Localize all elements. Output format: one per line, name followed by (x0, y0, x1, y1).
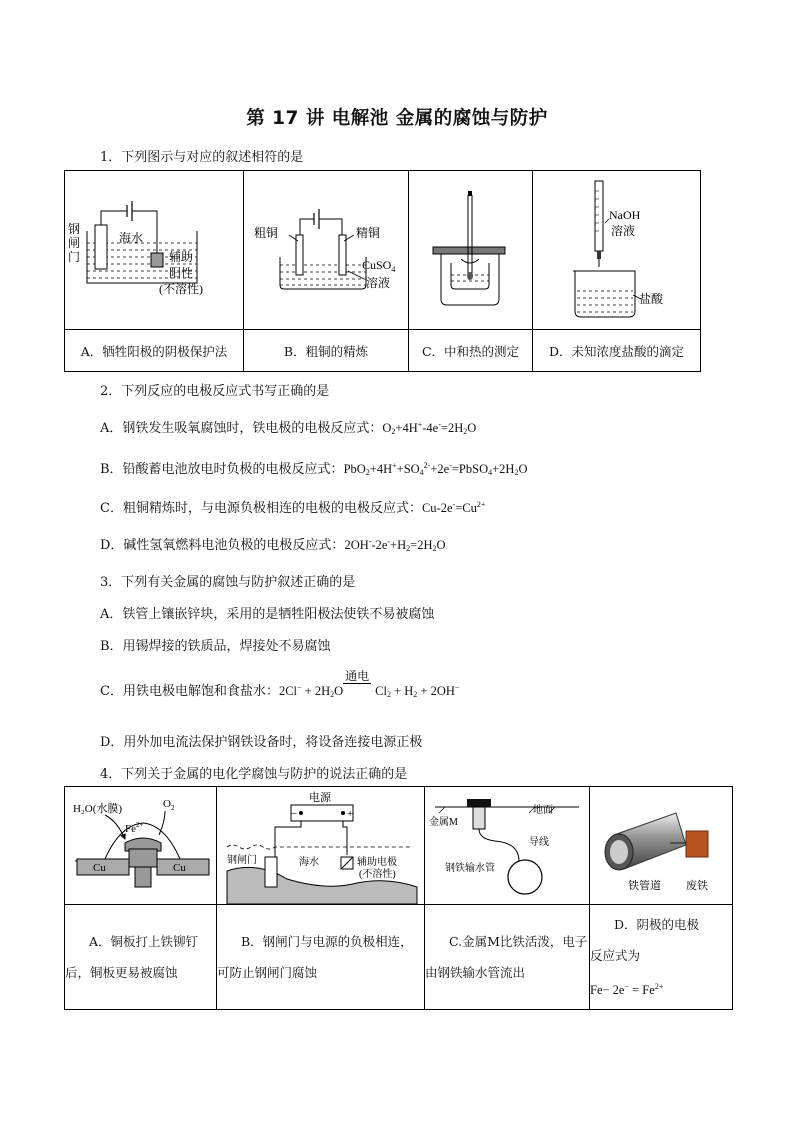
svg-text:海水: 海水 (299, 857, 319, 868)
q4-caption-c: C.金属M比铁活泼，电子由钢铁输水管流出 (425, 905, 590, 1010)
gate-label-2: 闸 (68, 236, 81, 250)
svg-text:O2: $O_2$ (163, 798, 175, 812)
q4-fig-c (425, 787, 590, 905)
q3-stem: 3．下列有关金属的腐蚀与防护叙述正确的是 (100, 575, 356, 590)
svg-text:NaOH: NaOH (609, 208, 641, 222)
svg-text:钢: 钢 (68, 222, 81, 236)
svg-text:Cu: Cu (173, 862, 186, 874)
q1-fig-b (244, 171, 409, 330)
q1-stem: 1．下列图示与对应的叙述相符的是 (100, 150, 304, 165)
q1-caption-a: A．牺牲阳极的阴极保护法 (65, 330, 244, 372)
q1-table (64, 170, 701, 372)
q4-caption-b: B．钢闸门与电源的负极相连，可防止钢闸门腐蚀 (217, 905, 425, 1010)
q4-fig-b (217, 787, 425, 905)
svg-text:粗铜: 粗铜 (254, 226, 279, 240)
q2-option-a: A．钢铁发生吸氧腐蚀时，铁电极的电极反应式：$O_2+4H^+-4e^-=2H_2O$ (100, 420, 477, 436)
svg-text:Cu: Cu (93, 862, 106, 874)
q1-caption-d: D．未知浓度盐酸的滴定 (533, 330, 701, 372)
svg-text:−: − (291, 808, 298, 820)
svg-text:Fe2+: $Fe^{2+}$ (125, 821, 144, 835)
svg-text:金属M: 金属M (429, 817, 458, 828)
page-title: 第 17 讲 电解池 金属的腐蚀与防护 (246, 108, 548, 129)
q4-caption-d: D．阴极的电极 反应式为 $Fe- 2e^- = Fe^{2+}$ (590, 905, 733, 1010)
q1-fig-c (409, 171, 533, 330)
q4-caption-a: A．铜板打上铁铆钉后，铜板更易被腐蚀 (65, 905, 217, 1010)
svg-text:废铁: 废铁 (686, 880, 708, 892)
svg-text:门: 门 (68, 250, 81, 264)
svg-text:精铜: 精铜 (356, 226, 381, 240)
q3-option-c: C．用铁电极电解饱和食盐水：$2Cl^- + 2H_2O$ 通电 $Cl_2 + H_2 + 2OH^-$ (100, 669, 460, 699)
q4-fig-d (590, 787, 733, 905)
q2-option-d: D．碱性氢氧燃料电池负极的电极反应式：$2OH^--2e^-+H_2=2H_2O$ (100, 537, 446, 553)
q1-fig-a (65, 171, 244, 330)
svg-text:H₂O(水膜): H₂O(水膜) (73, 803, 123, 815)
svg-text:溶液: 溶液 (366, 276, 391, 290)
q4-fig-a (65, 787, 217, 905)
svg-text:钢闸门: 钢闸门 (227, 855, 257, 866)
svg-text:(不溶性): (不溶性) (159, 282, 203, 296)
q3-option-a: A．铁管上镶嵌锌块，采用的是牺牲阳极法使铁不易被腐蚀 (100, 607, 435, 622)
svg-text:辅助: 辅助 (169, 250, 194, 264)
svg-text:海水: 海水 (119, 231, 144, 245)
svg-text:盐酸: 盐酸 (639, 292, 664, 306)
svg-text:钢铁输水管: 钢铁输水管 (445, 863, 495, 874)
svg-text:铁管道: 铁管道 (628, 880, 661, 892)
q2-option-c: C．粗铜精炼时，与电源负极相连的电极的电极反应式：$Cu-2e^-=Cu^{2+}$ (100, 500, 486, 516)
svg-text:+: + (347, 808, 354, 820)
svg-text:地面: 地面 (533, 805, 553, 816)
q4-table (64, 786, 733, 1010)
q1-fig-d (533, 171, 701, 330)
svg-text:辅助电极: 辅助电极 (357, 857, 397, 868)
q1-caption-c: C．中和热的测定 (409, 330, 533, 372)
q2-option-b: B．铅酸蓄电池放电时负极的电极反应式：$PbO_2+4H^++SO_4^{2-}+2e^-=PbSO_4+2H_2O$ (100, 461, 528, 477)
svg-text:CuSO4: CuSO$_4$ (362, 258, 396, 274)
q1-caption-b: B．粗铜的精炼 (244, 330, 409, 372)
svg-text:溶液: 溶液 (611, 224, 636, 238)
q3-option-b: B．用锡焊接的铁质品，焊接处不易腐蚀 (100, 639, 331, 654)
q2-stem: 2．下列反应的电极反应式书写正确的是 (100, 384, 330, 399)
svg-text:电源: 电源 (309, 792, 331, 804)
svg-text:阳性: 阳性 (169, 266, 194, 280)
svg-text:导线: 导线 (529, 837, 549, 848)
q4-stem: 4．下列关于金属的电化学腐蚀与防护的说法正确的是 (100, 767, 408, 782)
q3-option-d: D．用外加电流法保护钢铁设备时，将设备连接电源正极 (100, 735, 423, 750)
svg-text:(不溶性): (不溶性) (359, 869, 396, 880)
